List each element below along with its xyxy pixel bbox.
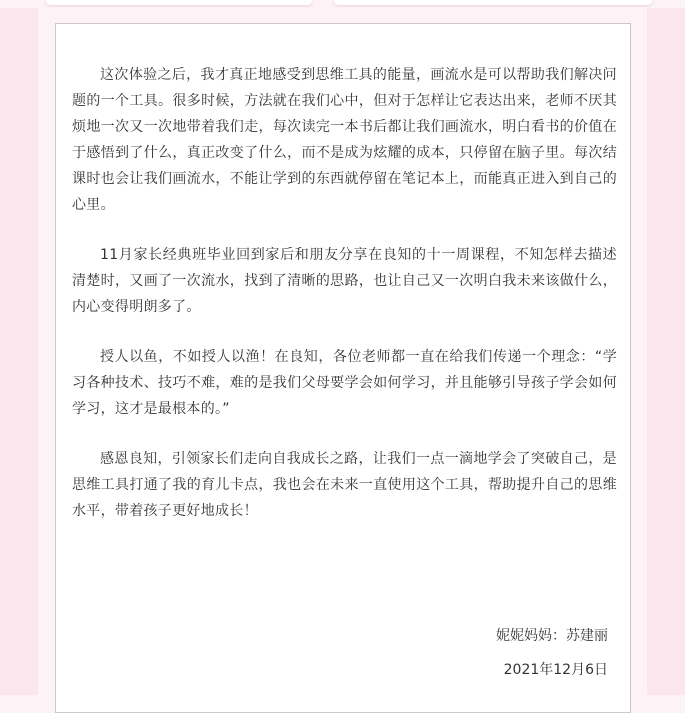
paragraph-gratitude: 感恩良知，引领家长们走向自我成长之路，让我们一点一滴地学会了突破自己，是思维工具打通了我的育儿卡点，我也会在未来一直使用这个工具，帮助提升自己的思维水平，带着孩子更好地成长！ — [72, 451, 617, 519]
author-signature: 妮妮妈妈：苏建丽 — [496, 628, 608, 644]
paragraph-teach-to-fish: 授人以鱼，不如授人以渔！在良知，各位老师都一直在给我们传递一个理念：“学习各种技术、技巧不难，难的是我们父母要学会如何学习，并且能够引导孩子学会如何学习，这才是最根本的。” — [72, 349, 617, 417]
article-body — [72, 62, 617, 548]
paragraph-thinking-tools: 这次体验之后，我才真正地感受到思维工具的能量，画流水是可以帮助我们解决问题的一个工具。很多时候，方法就在我们心中，但对于怎样让它表达出来，老师不厌其烦地一次又一次地带着我们走，每次读完一本书后都让我们画流水，明白看书的价值在于感悟到了什么，真正改变了什么，而不是成为炫耀的成本，只停留在脑子里。每次结课时也会让我们画流水，不能让学到的东西就停留在笔记本上，而能真正进入到自己的心里。 — [72, 67, 617, 213]
previous-card-edge-left — [46, 0, 312, 5]
signature-block — [496, 626, 608, 680]
article-card — [55, 23, 631, 713]
paragraph-graduation: 11月家长经典班毕业回到家后和朋友分享在良知的十一周课程，不知怎样去描述清楚时，又画了一次流水，找到了清晰的思路，也让自己又一次明白我未来该做什么，内心变得明朗多了。 — [72, 247, 617, 315]
previous-card-edge-right — [334, 0, 652, 5]
page-side-band-left — [0, 0, 38, 695]
page-side-band-right — [647, 0, 685, 695]
article-date: 2021年12月6日 — [503, 662, 608, 678]
